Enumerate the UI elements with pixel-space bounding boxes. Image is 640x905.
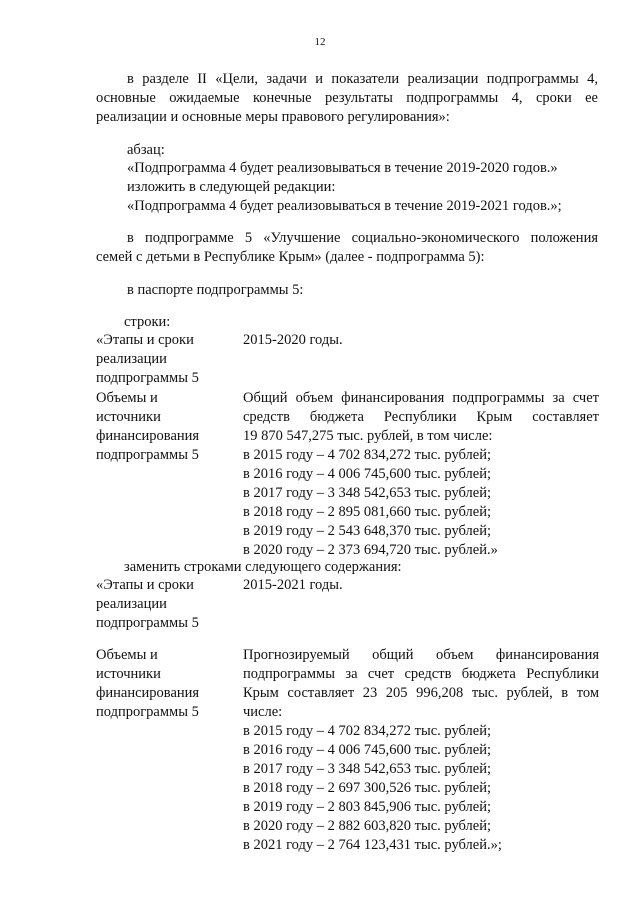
sub5-line-2: семей с детьми в Республике Крым» (далее - подпрограмма 5):	[96, 249, 485, 265]
new-stages-value: 2015-2021 годы.	[243, 577, 343, 593]
new-year-2021: в 2021 году – 2 764 123,431 тыс. рублей.»;	[243, 837, 502, 853]
new-stages-label: «Этапы и сроки реализации подпрограммы 5	[96, 577, 199, 631]
abzac-new-text: «Подпрограмма 4 будет реализовываться в течение 2019-2021 годов.»;	[127, 198, 562, 214]
replace-label: заменить строками следующего содержания:	[124, 559, 402, 575]
new-year-2020: в 2020 году – 2 882 603,820 тыс. рублей;	[243, 818, 492, 834]
abzac-old-text: «Подпрограмма 4 будет реализовываться в течение 2019-2020 годов.»	[127, 160, 558, 176]
intro-line-3: реализации и основные меры правового регулирования»:	[96, 109, 450, 125]
new-year-2018: в 2018 году – 2 697 300,526 тыс. рублей;	[243, 780, 492, 796]
old-year-2015: в 2015 году – 4 702 834,272 тыс. рублей;	[243, 447, 492, 463]
old-year-2018: в 2018 году – 2 895 081,660 тыс. рублей;	[243, 504, 492, 520]
page-number: 12	[314, 36, 326, 48]
old-year-2017: в 2017 году – 3 348 542,653 тыс. рублей;	[243, 485, 492, 501]
old-year-2020: в 2020 году – 2 373 694,720 тыс. рублей.»	[243, 542, 498, 558]
new-year-2017: в 2017 году – 3 348 542,653 тыс. рублей;	[243, 761, 492, 777]
old-year-2019: в 2019 году – 2 543 648,370 тыс. рублей;	[243, 523, 492, 539]
new-year-2015: в 2015 году – 4 702 834,272 тыс. рублей;	[243, 723, 492, 739]
intro-line-1: в разделе II «Цели, задачи и показатели реализации подпрограммы 4,	[127, 71, 598, 87]
old-stages-value: 2015-2020 годы.	[243, 332, 343, 348]
intro-line-2: основные ожидаемые конечные результаты подпрограммы 4, сроки ее	[96, 90, 598, 106]
old-year-2016: в 2016 году – 4 006 745,600 тыс. рублей;	[243, 466, 492, 482]
abzac-label: абзац:	[127, 142, 165, 158]
old-finance-label: Объемы и источники финансирования подпрограммы 5	[96, 390, 200, 463]
abzac-instruction: изложить в следующей редакции:	[127, 179, 336, 195]
new-finance-label: Объемы и источники финансирования подпрограммы 5	[96, 647, 200, 720]
old-stages-label: «Этапы и сроки реализации подпрограммы 5	[96, 332, 199, 386]
sub5-line-1: в подпрограмме 5 «Улучшение социально-экономического положения	[127, 230, 598, 246]
old-finance-value: Общий объем финансирования подпрограммы за счет средств бюджета Республики Крым составляет 19 870 547,275 тыс. рублей, в том числе: в 2015 году – 4 702 834,272 тыс. рублей; в 2016 году – 4 006 745,600 тыс. рублей; в 2017 году – 3 348 542,653 тыс. рублей; в 2018 году – 2 895 081,660 тыс. рублей; в 2019 году – 2 543 648,370 тыс. рублей; в 2020 году – 2 373 694,720 тыс. рублей.»	[243, 390, 599, 558]
new-year-2016: в 2016 году – 4 006 745,600 тыс. рублей;	[243, 742, 492, 758]
new-finance-value: Прогнозируемый общий объем финансирования подпрограммы за счет средств бюджета Республики Крым составляет 23 205 996,208 тыс. рублей, в том числе: в 2015 году – 4 702 834,272 тыс. рублей; в 2016 году – 4 006 745,600 тыс. рублей; в 2017 году – 3 348 542,653 тыс. рублей; в 2018 году – 2 697 300,526 тыс. рублей; в 2019 году – 2 803 845,906 тыс. рублей; в 2020 году – 2 882 603,820 тыс. рублей; в 2021 году – 2 764 123,431 тыс. рублей.»;	[243, 647, 599, 853]
new-year-2019: в 2019 году – 2 803 845,906 тыс. рублей;	[243, 799, 492, 815]
passport-heading: в паспорте подпрограммы 5:	[127, 282, 304, 298]
rows-label: строки:	[124, 314, 171, 330]
